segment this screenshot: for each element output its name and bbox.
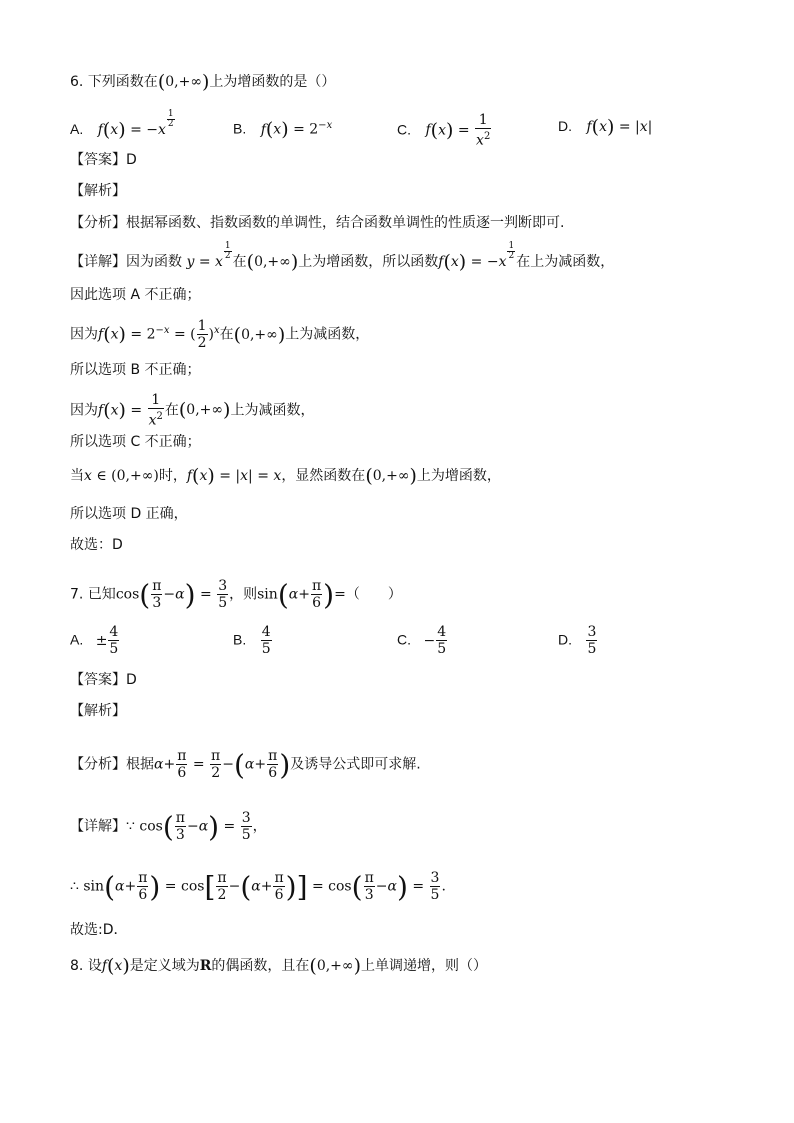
- q8-stem: 8. 设f(x)是定义域为R的偶函数，且在(0,+∞)上单调递增，则（）: [70, 955, 487, 977]
- q7-detail-2: ∴ sin(α+ $\frac{\pi}{6}$ ) = cos[ $\frac{\pi}{2}$ −(α+ $\frac{\pi}{6}$ )] = cos( $\frac{\pi}{3}$ −α) = $\frac{3}{5}$ .: [70, 870, 446, 904]
- q6-detail-3: 因为$f(x) = 2^{-x}$ = ( $\frac{1}{2}$ )$^x$在(0,+∞)上为减函数，: [70, 318, 370, 351]
- q7-stem: 7. 已知cos( $\frac{\pi}{3}$ −α) = $\frac{3}{5}$ ，则sin(α+ $\frac{\pi}{6}$ )=（ ）: [70, 578, 402, 612]
- q6-answer: 【答案】D: [70, 152, 137, 168]
- q6-option-b[interactable]: B. $f(x) = 2^{-x}$: [233, 118, 333, 141]
- q6-detail-4: 所以选项 B 不正确；: [70, 362, 201, 378]
- q6-stem: 6. 下列函数在(0,+∞)上为增函数的是（）: [70, 71, 336, 93]
- q6-detail-7: 当x ∈ (0,+∞)时，f(x) = |x| = x，显然函数在(0,+∞)上为增函数，: [70, 465, 501, 487]
- q6-detail-8: 所以选项 D 正确，: [70, 506, 188, 522]
- q6-options: [70, 109, 730, 149]
- q6-detail-6: 所以选项 C 不正确；: [70, 434, 201, 450]
- q6-fenxi: 【分析】根据幂函数、指数函数的单调性，结合函数单调性的性质逐一判断即可.: [70, 215, 565, 231]
- q6-detail-2: 因此选项 A 不正确；: [70, 287, 201, 303]
- q6-option-a[interactable]: A. f(x) = −x $^{\frac{1}{2}}$: [70, 109, 174, 142]
- q7-fenxi: 【分析】根据α+ $\frac{\pi}{6}$ = $\frac{\pi}{2}$ −(α+ $\frac{\pi}{6}$ )及诱导公式即可求解.: [70, 748, 421, 782]
- q6-conclusion: 故选：D: [70, 537, 123, 553]
- q7-option-c[interactable]: C. − $\frac{4}{5}$: [397, 624, 447, 657]
- q7-analysis-tag: 【解析】: [70, 703, 126, 719]
- q6-detail-1: 【详解】因为函数 y = x $^{\frac{1}{2}}$ 在(0,+∞)上为增函数，所以函数f(x) = −x $^{\frac{1}{2}}$ 在上为减函数，: [70, 241, 615, 274]
- q7-answer: 【答案】D: [70, 672, 137, 688]
- q6-analysis-tag: 【解析】: [70, 183, 126, 199]
- q7-option-d[interactable]: D. $\frac{3}{5}$: [558, 624, 597, 657]
- q7-option-b[interactable]: B. $\frac{4}{5}$: [233, 624, 271, 657]
- q7-option-a[interactable]: A. ± $\frac{4}{5}$: [70, 624, 119, 657]
- q6-detail-5: 因为f(x) = $\frac{1}{x^2}$ 在(0,+∞)上为减函数，: [70, 392, 315, 429]
- q7-detail-1: 【详解】∵ cos( $\frac{\pi}{3}$ −α) = $\frac{3}{5}$ ，: [70, 810, 267, 844]
- q6-option-d[interactable]: D. f(x) = |x|: [558, 116, 653, 138]
- q6-option-c[interactable]: C. f(x) = $\frac{1}{x^2}$: [397, 112, 491, 149]
- q7-conclusion: 故选:D．: [70, 922, 128, 938]
- q7-options: [70, 624, 730, 664]
- interval: (0,+∞): [157, 71, 210, 93]
